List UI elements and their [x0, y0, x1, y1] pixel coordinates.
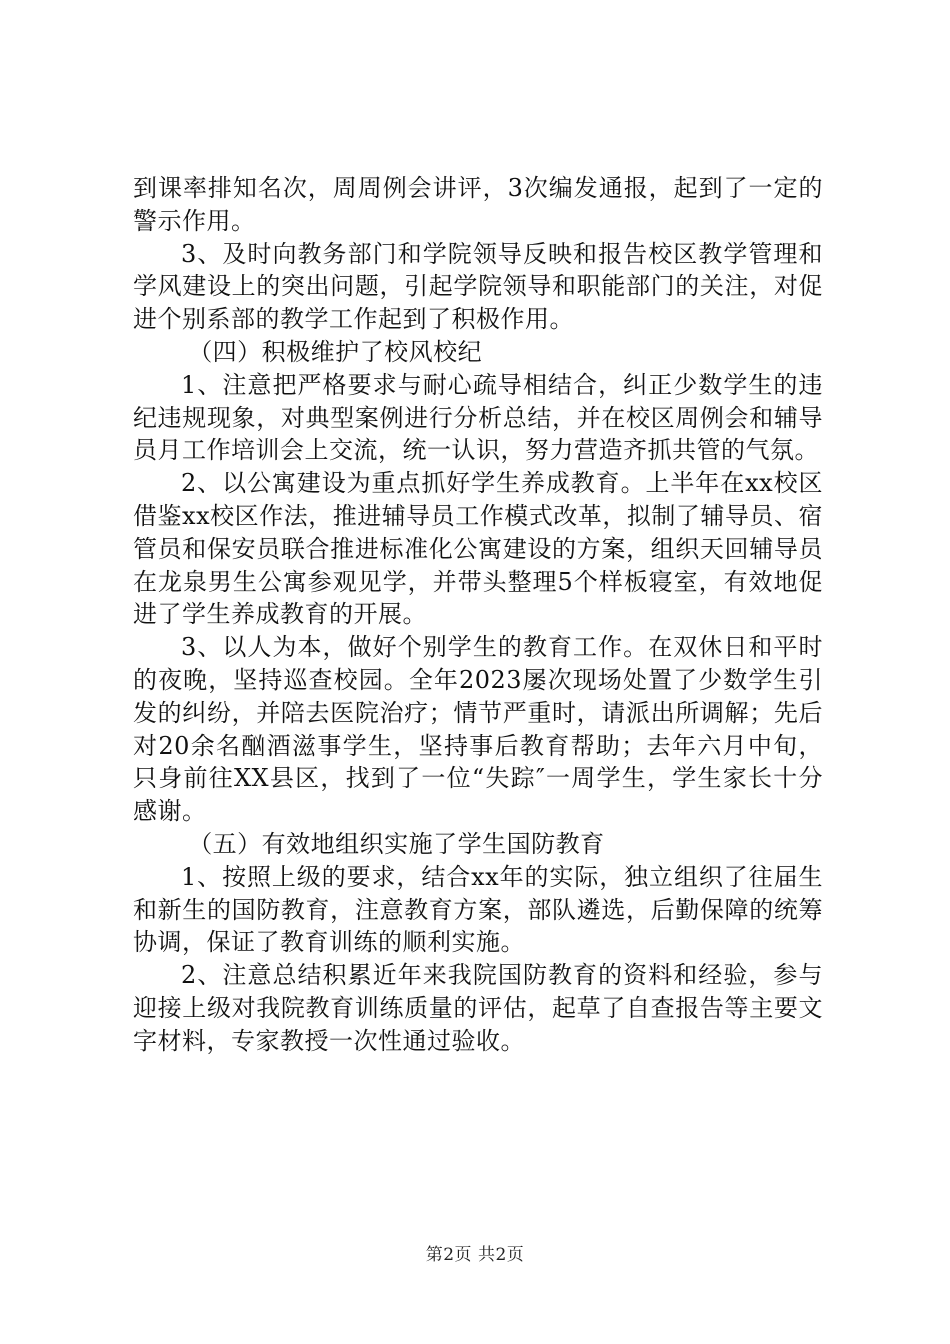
paragraph-item-2-evaluation: 2、注意总结积累近年来我院国防教育的资料和经验，参与迎接上级对我院教育训练质量的评估，起草了自查报告等主要文字材料，专家教授一次性通过验收。 — [133, 961, 823, 1055]
paragraph-item-1-discipline: 1、注意把严格要求与耐心疏导相结合，纠正少数学生的违纪违规现象，对典型案例进行分析总结，并在校区周例会和辅导员月工作培训会上交流，统一认识，努力营造齐抓共管的气氛。 — [133, 370, 823, 465]
paragraph-continuation: 到课率排知名次，周周例会讲评，3次编发通报，起到了一定的警示作用。 — [133, 174, 823, 235]
paragraph-item-3-reporting: 3、及时向教务部门和学院领导反映和报告校区教学管理和学风建设上的突出问题，引起学院领导和职能部门的关注，对促进个别系部的教学工作起到了积极作用。 — [133, 239, 823, 334]
page-footer: 第2页 共2页 — [425, 1245, 525, 1265]
document-body — [133, 172, 823, 1058]
paragraph-item-3-individual-education: 3、以人为本，做好个别学生的教育工作。在双休日和平时的夜晚，坚持巡查校园。全年2023屡次现场处置了少数学生引发的纠纷，并陪去医院治疗；情节严重时，请派出所调解；先后对20余名酗酒滋事学生，坚持事后教育帮助；去年六月中旬，只身前往XX县区，找到了一位“失踪″一周学生，学生家长十分感谢。 — [133, 633, 823, 826]
paragraph-item-2-dormitory: 2、以公寓建设为重点抓好学生养成教育。上半年在xx校区借鉴xx校区作法，推进辅导员工作模式改革，拟制了辅导员、宿管员和保安员联合推进标准化公寓建设的方案，组织天回辅导员在龙泉男生公寓参观见学，并带头整理5个样板寝室，有效地促进了学生养成教育的开展。 — [133, 469, 823, 629]
section-heading-4: （四）积极维护了校风校纪 — [188, 337, 483, 366]
section-heading-5: （五）有效地组织实施了学生国防教育 — [188, 829, 605, 858]
paragraph-item-1-defense-education: 1、按照上级的要求，结合xx年的实际，独立组织了往届生和新生的国防教育，注意教育方案，部队遴选，后勤保障的统筹协调，保证了教育训练的顺利实施。 — [133, 862, 823, 957]
